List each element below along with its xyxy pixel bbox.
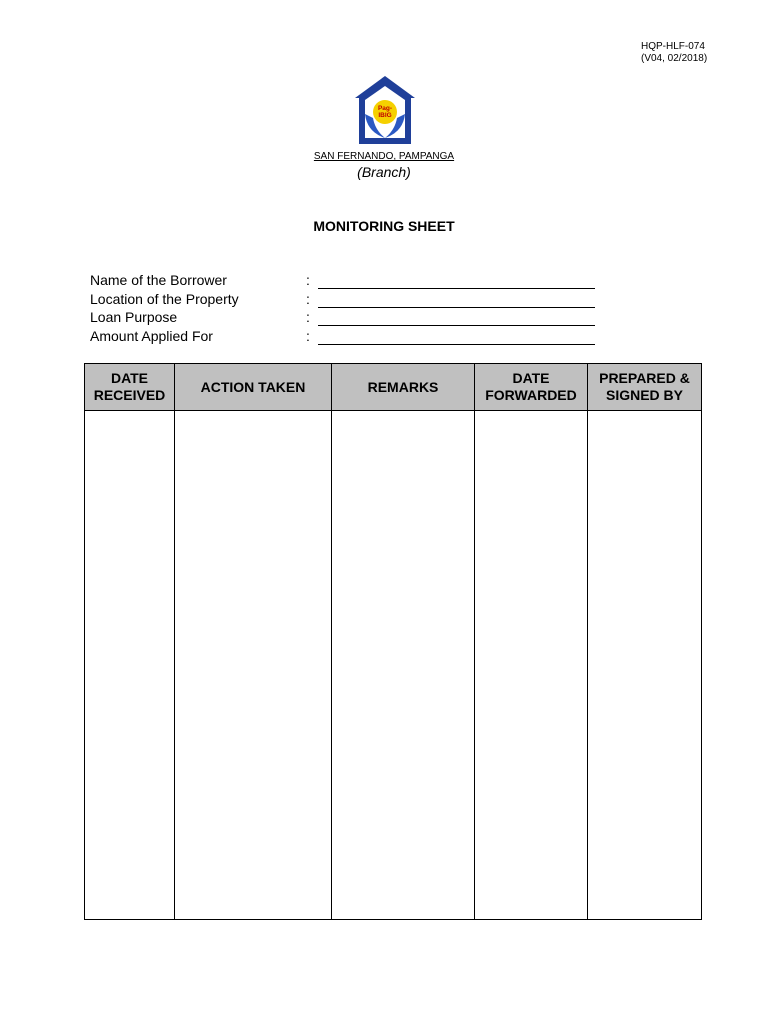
table-cell-date-received[interactable] (85, 411, 175, 920)
column-header-remarks (332, 364, 475, 411)
table-cell-prepared-signed-by[interactable] (588, 411, 702, 920)
pag-ibig-logo-icon (353, 74, 417, 146)
column-header-line: PREPARED & (599, 370, 690, 386)
table-row (85, 411, 702, 920)
page-title: MONITORING SHEET (313, 218, 455, 234)
field-colon: : (306, 327, 310, 344)
column-header-line: RECEIVED (93, 387, 166, 403)
field-row-property-location (90, 291, 600, 310)
field-colon: : (306, 309, 310, 325)
field-colon: : (306, 290, 310, 307)
field-label: Loan Purpose (90, 309, 178, 325)
field-row-loan-purpose (90, 309, 600, 328)
form-code: HQP-HLF-074 (641, 41, 705, 52)
branch-name: SAN FERNANDO, PAMPANGA (313, 151, 455, 162)
field-label: Amount Applied For (90, 327, 213, 344)
form-version: (V04, 02/2018) (641, 53, 708, 64)
field-colon: : (306, 272, 310, 288)
table-cell-remarks[interactable] (332, 411, 475, 920)
column-header-line: ACTION TAKEN (200, 378, 306, 395)
column-header-line: DATE (512, 370, 550, 386)
column-header-line: DATE (110, 370, 149, 386)
column-header-prepared-signed-by (588, 364, 702, 411)
form-code-block (641, 41, 707, 65)
field-row-amount-applied (90, 328, 600, 347)
table-cell-action-taken[interactable] (175, 411, 332, 920)
field-label: Name of the Borrower (90, 272, 227, 288)
logo-text-top: Pag- (377, 105, 393, 112)
column-header-line: REMARKS (367, 378, 439, 395)
loan-purpose-field[interactable] (318, 325, 595, 326)
logo-text-bottom: IBIG (378, 112, 392, 119)
column-header-date-forwarded (475, 364, 588, 411)
column-header-date-received (85, 364, 175, 411)
table-header-row (85, 364, 702, 411)
property-location-field[interactable] (318, 307, 595, 308)
field-label: Location of the Property (90, 290, 239, 307)
borrower-name-field[interactable] (318, 288, 595, 289)
monitoring-table (84, 363, 702, 920)
column-header-action-taken (175, 364, 332, 411)
borrower-info-fields (90, 272, 600, 346)
table-cell-date-forwarded[interactable] (475, 411, 588, 920)
amount-applied-field[interactable] (318, 344, 595, 345)
branch-caption: (Branch) (357, 164, 411, 180)
field-row-borrower-name (90, 272, 600, 291)
column-header-line: FORWARDED (485, 387, 577, 403)
column-header-line: SIGNED BY (605, 387, 683, 403)
